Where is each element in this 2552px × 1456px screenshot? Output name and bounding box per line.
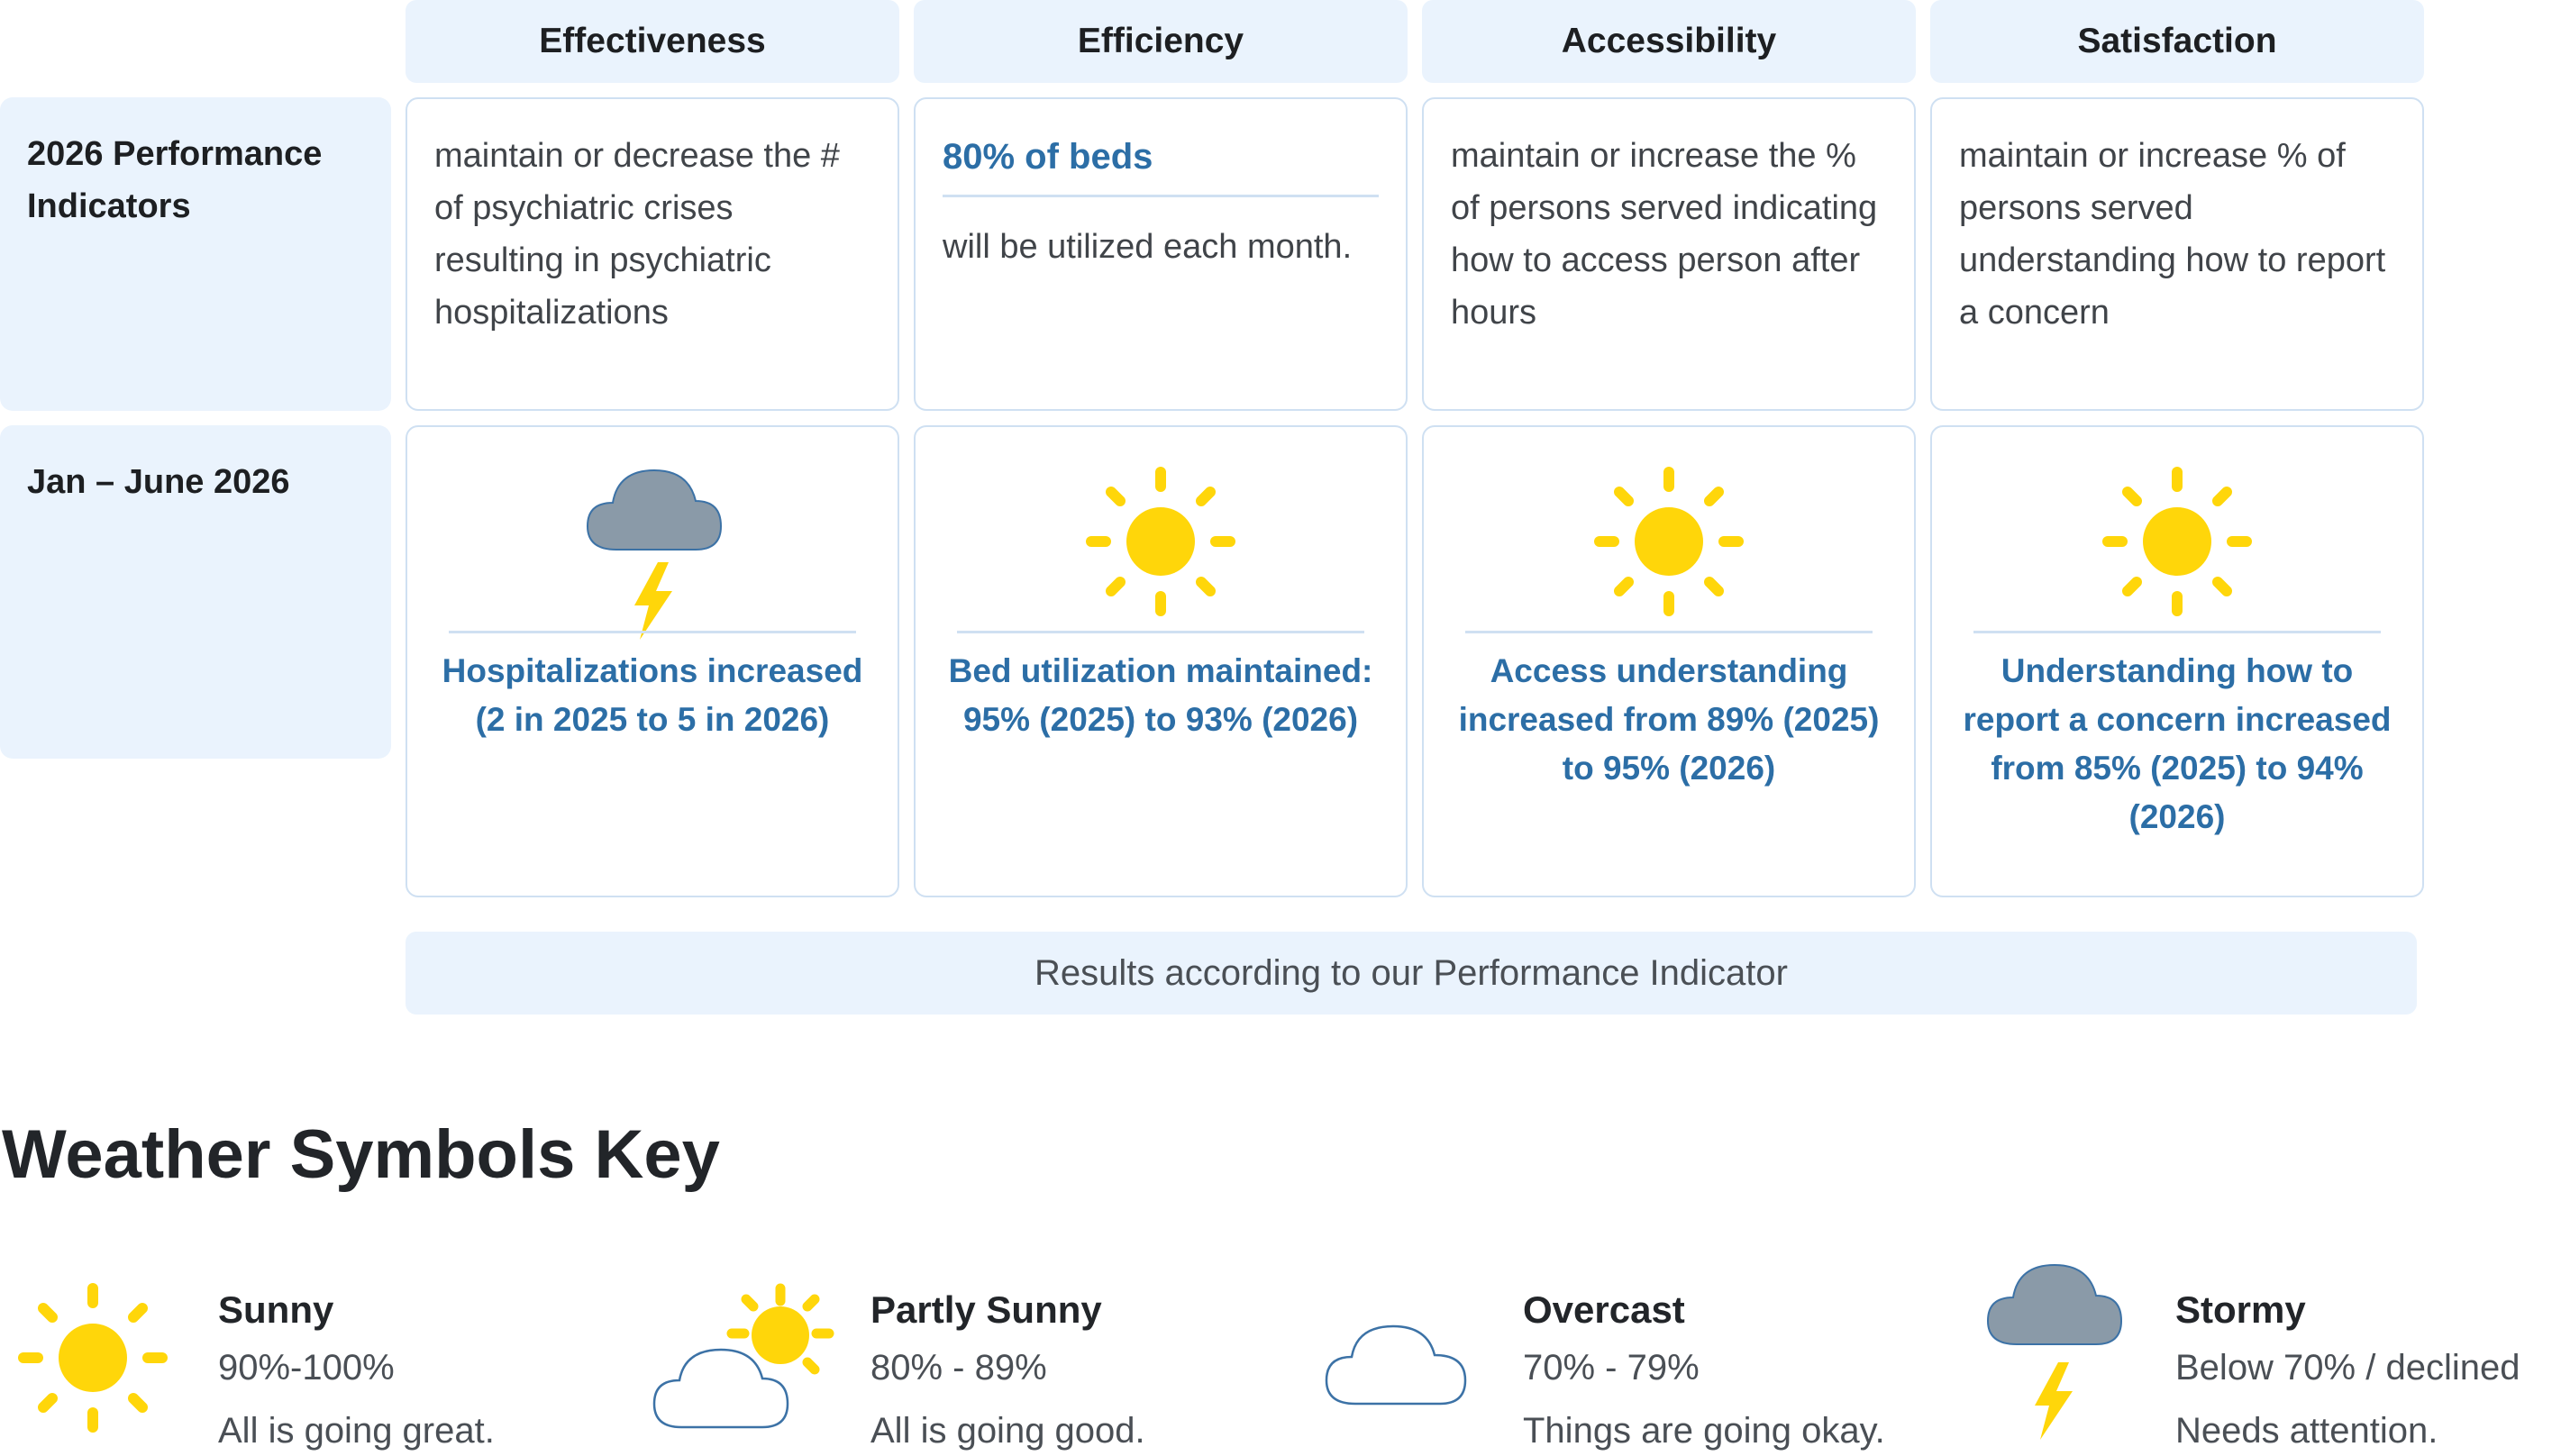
- row-header-results-label: Jan – June 2026: [27, 463, 290, 501]
- result-text: Bed utilization maintained: 95% (2025) to 93% (2026): [948, 652, 1373, 738]
- indicator-text: will be utilized each month.: [943, 228, 1353, 266]
- result-text: Hospitalizations increased (2 in 2025 to 5 in 2026): [442, 652, 863, 738]
- indicator-heading: 80% of beds: [943, 130, 1379, 197]
- storm-cloud-icon: [1972, 1243, 2134, 1442]
- row-header-indicators-label: 2026 Performance Indicators: [27, 135, 323, 225]
- key-item-description: All is going great.: [218, 1411, 495, 1451]
- sun-icon: [1592, 465, 1745, 618]
- column-header-satisfaction: Satisfaction: [1930, 0, 2424, 83]
- key-item-range: 90%-100%: [218, 1348, 395, 1388]
- column-header-efficiency: Efficiency: [914, 0, 1408, 83]
- result-text: Understanding how to report a concern increased from 85% (2025) to 94% (2026): [1963, 652, 2392, 835]
- row-header-indicators: [0, 97, 391, 411]
- result-divider: [957, 631, 1364, 633]
- result-divider: [1465, 631, 1873, 633]
- result-card-accessibility: [1422, 425, 1916, 897]
- key-item-name: Sunny: [218, 1288, 334, 1331]
- key-item-name: Overcast: [1523, 1288, 1685, 1331]
- indicator-card-satisfaction: [1930, 97, 2424, 411]
- result-text: Access understanding increased from 89% (2025) to 95% (2026): [1458, 652, 1880, 787]
- result-card-effectiveness: [406, 425, 899, 897]
- result-card-efficiency: [914, 425, 1408, 897]
- indicator-card-accessibility: [1422, 97, 1916, 411]
- sun-icon: [2101, 465, 2254, 618]
- indicator-card-effectiveness: [406, 97, 899, 411]
- sun-icon: [1084, 465, 1237, 618]
- indicator-text: maintain or increase the % of persons served indicating how to access person after hours: [1451, 137, 1878, 332]
- key-title: Weather Symbols Key: [2, 1116, 720, 1193]
- cloud-icon: [1319, 1301, 1481, 1418]
- key-item-range: 80% - 89%: [870, 1348, 1047, 1388]
- partly-sunny-icon: [649, 1279, 856, 1442]
- indicator-card-efficiency: [914, 97, 1408, 411]
- key-item-description: Things are going okay.: [1523, 1411, 1885, 1451]
- key-item-name: Stormy: [2175, 1288, 2306, 1331]
- indicator-text: maintain or decrease the # of psychiatric crises resulting in psychiatric hospitalizations: [434, 137, 840, 332]
- result-divider: [449, 631, 856, 633]
- key-item-range: Below 70% / declined: [2175, 1348, 2520, 1388]
- result-card-satisfaction: [1930, 425, 2424, 897]
- column-header-accessibility: Accessibility: [1422, 0, 1916, 83]
- key-item-range: 70% - 79%: [1523, 1348, 1700, 1388]
- column-header-effectiveness: Effectiveness: [406, 0, 899, 83]
- result-divider: [1973, 631, 2381, 633]
- sun-icon: [16, 1281, 169, 1434]
- results-footer: Results according to our Performance Indicator: [406, 932, 2417, 1015]
- indicator-text: maintain or increase % of persons served understanding how to report a concern: [1959, 137, 2386, 332]
- key-item-description: Needs attention.: [2175, 1411, 2438, 1451]
- key-item-name: Partly Sunny: [870, 1288, 1102, 1331]
- key-item-description: All is going good.: [870, 1411, 1145, 1451]
- row-header-results: [0, 425, 391, 759]
- storm-cloud-icon: [571, 449, 734, 647]
